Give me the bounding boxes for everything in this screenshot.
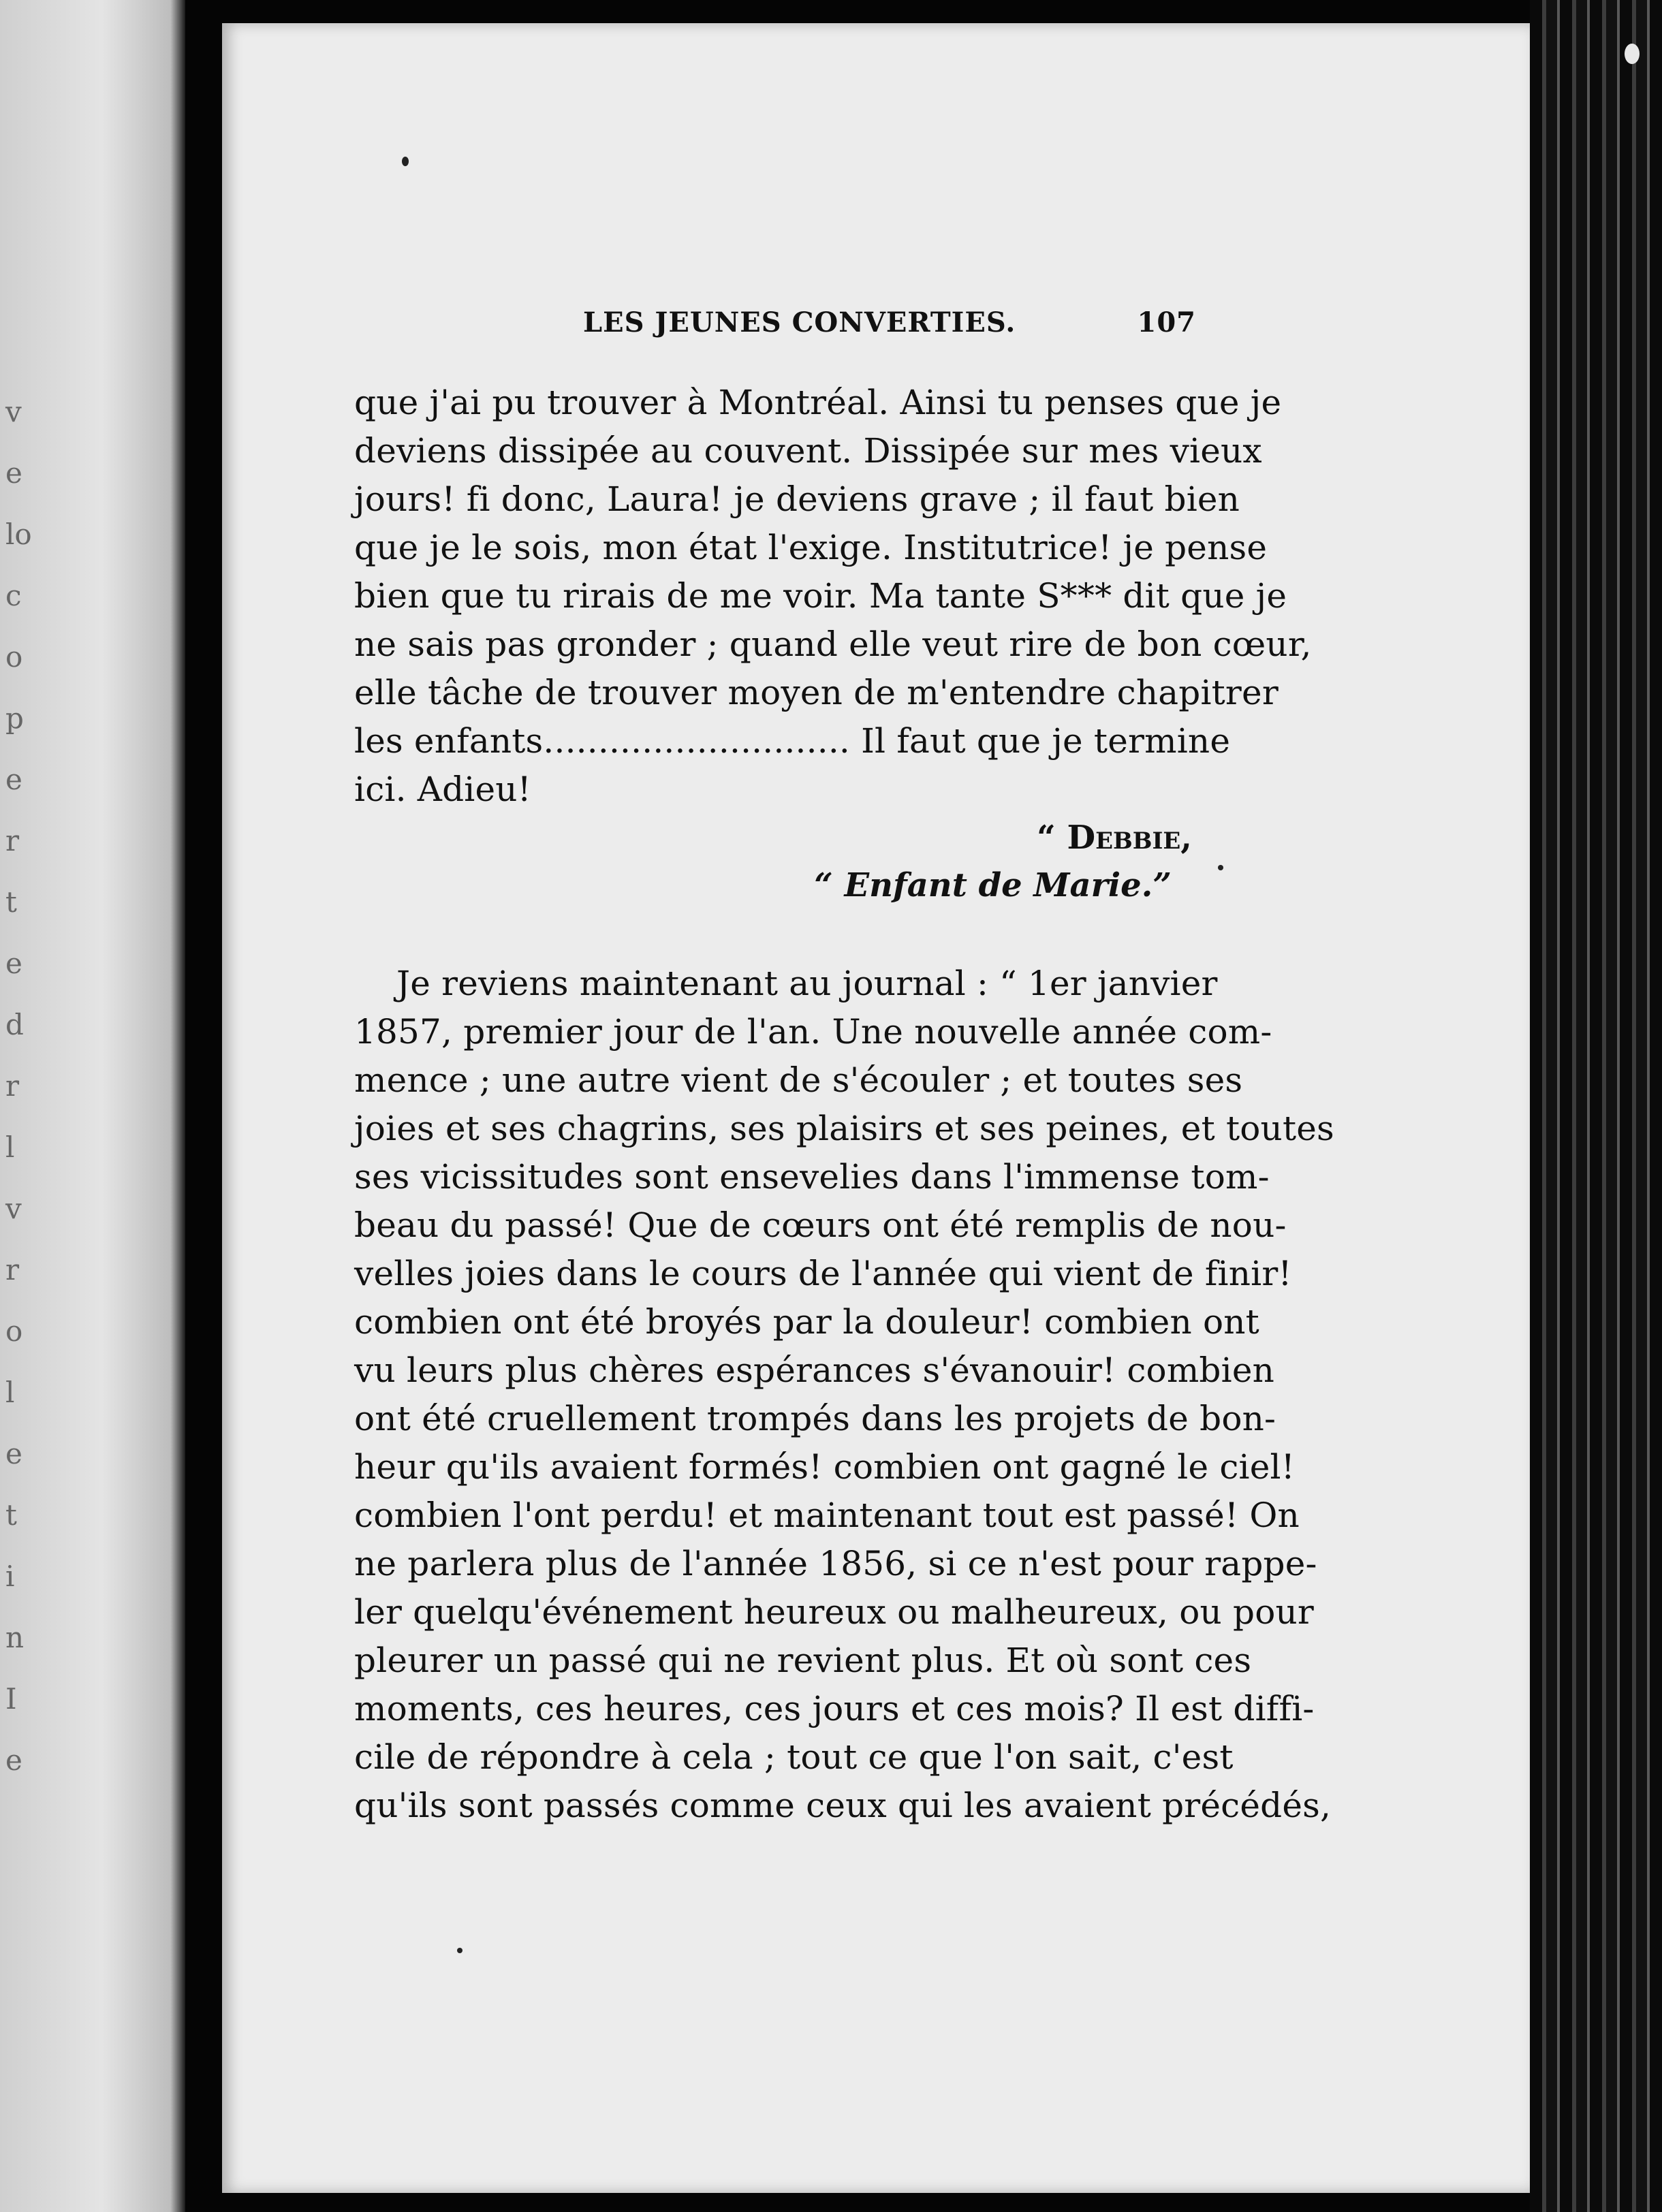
left-margin-char: l <box>5 1376 15 1409</box>
text-line: qu'ils sont passés comme ceux qui les avaient précédés, <box>354 1786 1332 1825</box>
text-line: moments, ces heures, ces jours et ces mois? Il est diffi- <box>354 1689 1315 1728</box>
left-margin-char: r <box>5 1253 20 1286</box>
text-line: ont été cruellement trompés dans les projets de bon- <box>354 1399 1276 1438</box>
letter-section <box>354 379 1312 909</box>
text-line: joies et ses chagrins, ses plaisirs et ses peines, et toutes <box>354 1109 1334 1148</box>
text-line: combien l'ont perdu! et maintenant tout est passé! On <box>354 1496 1300 1535</box>
left-margin-char: o <box>5 1314 23 1348</box>
text-line: vu leurs plus chères espérances s'évanouir! combien <box>354 1350 1275 1390</box>
text-line: elle tâche de trouver moyen de m'entendre chapitrer <box>354 673 1279 712</box>
text-line: heur qu'ils avaient formés! combien ont gagné le ciel! <box>354 1447 1296 1487</box>
text-line: velles joies dans le cours de l'année qui vient de finir! <box>354 1254 1292 1293</box>
left-margin-char: I <box>5 1682 17 1716</box>
left-margin-char: v <box>5 1192 22 1225</box>
running-title: LES JEUNES CONVERTIES. <box>583 306 1016 338</box>
text-line: cile de répondre à cela ; tout ce que l'on sait, c'est <box>354 1737 1234 1777</box>
text-line: les enfants............................ Il faut que je termine <box>354 721 1231 761</box>
left-margin-char: c <box>5 579 22 612</box>
text-line: 1857, premier jour de l'an. Une nouvelle année com- <box>354 1012 1272 1052</box>
text-line: que j'ai pu trouver à Montréal. Ainsi tu penses que je <box>354 383 1282 422</box>
text-line: ler quelqu'événement heureux ou malheureux, ou pour <box>354 1592 1315 1632</box>
book-spine <box>1530 0 1662 2212</box>
text-line: combien ont été broyés par la douleur! combien ont <box>354 1302 1259 1342</box>
left-margin-char: i <box>5 1560 15 1593</box>
left-margin-char: r <box>5 1069 20 1103</box>
ink-speck <box>1218 865 1223 870</box>
text-line: ici. Adieu! <box>354 770 531 809</box>
ink-speck <box>457 1948 462 1953</box>
spine-mark <box>1625 44 1640 64</box>
text-line: Je reviens maintenant au journal : “ 1er janvier <box>396 964 1218 1003</box>
left-margin-char: t <box>5 1498 17 1532</box>
left-margin-char: e <box>5 1437 22 1470</box>
text-line: pleurer un passé qui ne revient plus. Et où sont ces <box>354 1641 1252 1680</box>
left-margin-char: d <box>5 1008 24 1041</box>
left-margin-char: e <box>5 763 22 796</box>
left-page-margin-text <box>5 381 46 1791</box>
left-margin-char: e <box>5 947 22 980</box>
text-line: ne sais pas gronder ; quand elle veut rire de bon cœur, <box>354 625 1312 664</box>
signature: “ Debbie, <box>1037 819 1192 857</box>
left-margin-char: r <box>5 824 20 857</box>
text-line: bien que tu rirais de me voir. Ma tante S*** dit que je <box>354 576 1287 616</box>
left-margin-char: e <box>5 456 22 490</box>
text-line: beau du passé! Que de cœurs ont été remplis de nou- <box>354 1205 1287 1245</box>
journal-section <box>354 960 1334 1830</box>
signature-title: “ Enfant de Marie.” <box>814 866 1172 904</box>
text-line: jours! fi donc, Laura! je deviens grave ; il faut bien <box>354 479 1240 519</box>
text-line: ses vicissitudes sont ensevelies dans l'immense tom- <box>354 1157 1270 1197</box>
left-margin-char: lo <box>5 518 32 551</box>
left-margin-char: o <box>5 640 23 674</box>
text-line: deviens dissipée au couvent. Dissipée sur mes vieux <box>354 431 1262 471</box>
left-margin-char: p <box>5 701 24 735</box>
page-body <box>354 379 1334 1830</box>
left-margin-char: l <box>5 1131 15 1164</box>
page-header <box>583 306 1196 347</box>
paragraph-gap <box>354 909 1212 960</box>
left-margin-char: t <box>5 885 17 919</box>
ink-speck <box>402 157 409 166</box>
left-margin-char: n <box>5 1621 25 1654</box>
left-margin-char: e <box>5 1743 22 1777</box>
left-page-edge <box>0 0 185 2212</box>
text-line: que je le sois, mon état l'exige. Institutrice! je pense <box>354 528 1268 567</box>
text-line: ne parlera plus de l'année 1856, si ce n'est pour rappe- <box>354 1544 1317 1583</box>
page-number: 107 <box>1137 306 1196 338</box>
left-margin-char: v <box>5 395 22 428</box>
text-line: mence ; une autre vient de s'écouler ; et toutes ses <box>354 1060 1243 1100</box>
